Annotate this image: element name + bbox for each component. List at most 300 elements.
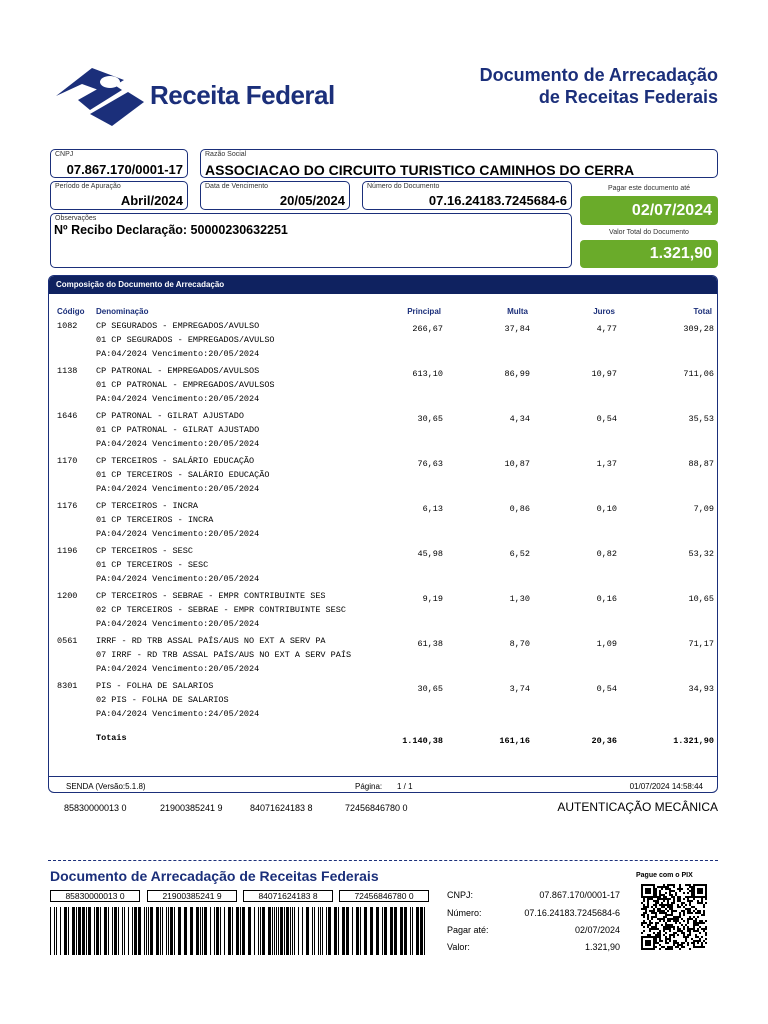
row-detail: 01 CP TERCEIROS - INCRA	[96, 515, 214, 525]
qr-module	[669, 946, 671, 948]
barcode-bar	[160, 907, 161, 955]
barcode-bar	[118, 907, 119, 955]
qr-module	[693, 926, 695, 928]
row-multa: 8,70	[509, 639, 530, 649]
qr-module	[687, 934, 689, 936]
qr-module	[659, 930, 661, 932]
qr-module	[679, 898, 681, 900]
row-detail: 01 CP SEGURADOS - EMPREGADOS/AVULSO	[96, 335, 275, 345]
qr-module	[697, 916, 699, 918]
qr-module	[705, 888, 707, 890]
qr-module	[683, 946, 685, 948]
qr-module	[691, 894, 693, 896]
barcode-bar	[314, 907, 315, 955]
qr-module	[649, 922, 651, 924]
barcode-bar	[384, 907, 387, 955]
qr-module	[685, 884, 687, 886]
qr-module	[667, 946, 669, 948]
stub-cnpj-label: CNPJ:	[447, 890, 474, 900]
row-juros: 0,54	[596, 414, 617, 424]
qr-module	[689, 908, 691, 910]
qr-module	[661, 886, 663, 888]
qr-module	[671, 946, 673, 948]
qr-module	[689, 948, 691, 950]
vencimento-label: Data de Vencimento	[205, 183, 269, 190]
qr-module	[667, 948, 669, 950]
barcode-bar	[416, 907, 419, 955]
numero-label: Número do Documento	[367, 183, 440, 190]
barcode-bar	[404, 907, 407, 955]
barcode-bar	[352, 907, 353, 955]
qr-module	[685, 940, 687, 942]
row-principal: 613,10	[412, 369, 443, 379]
qr-module	[659, 934, 661, 936]
qr-module	[677, 928, 679, 930]
qr-module	[671, 948, 673, 950]
barcode-bar	[278, 907, 279, 955]
qr-module	[663, 934, 665, 936]
qr-module	[663, 918, 665, 920]
row-period: PA:04/2024 Vencimento:20/05/2024	[96, 529, 260, 539]
row-juros: 0,82	[596, 549, 617, 559]
barcode-bar	[254, 907, 255, 955]
qr-module	[659, 890, 661, 892]
qr-module	[703, 930, 705, 932]
qr-module	[669, 892, 671, 894]
qr-module	[655, 890, 657, 892]
qr-module	[681, 902, 683, 904]
qr-module	[641, 902, 643, 904]
qr-module	[655, 946, 657, 948]
qr-module	[695, 936, 697, 938]
barcode-bar	[274, 907, 275, 955]
qr-module	[701, 890, 703, 892]
qr-module	[653, 890, 655, 892]
qr-module	[693, 928, 695, 930]
row-multa: 0,86	[509, 504, 530, 514]
qr-module	[695, 912, 697, 914]
qr-module	[647, 884, 649, 886]
qr-module	[647, 906, 649, 908]
qr-module	[703, 940, 705, 942]
qr-module	[661, 888, 663, 890]
qr-module	[657, 932, 659, 934]
obs-value: Nº Recibo Declaração: 50000230632251	[54, 223, 288, 237]
qr-module	[687, 896, 689, 898]
qr-module	[679, 914, 681, 916]
qr-module	[677, 942, 679, 944]
totals-label: Totais	[96, 733, 127, 743]
qr-module	[693, 886, 695, 888]
qr-module	[665, 938, 667, 940]
qr-module	[685, 924, 687, 926]
barcode-bar	[216, 907, 219, 955]
qr-module	[665, 896, 667, 898]
qr-module	[689, 916, 691, 918]
barcode-bar	[260, 907, 261, 955]
row-code: 1200	[57, 591, 78, 601]
qr-module	[669, 924, 671, 926]
qr-module	[691, 906, 693, 908]
qr-module	[691, 942, 693, 944]
qr-module	[705, 938, 707, 940]
qr-module	[661, 904, 663, 906]
qr-module	[643, 914, 645, 916]
qr-module	[663, 896, 665, 898]
row-detail: 01 CP PATRONAL - GILRAT AJUSTADO	[96, 425, 260, 435]
razao-label: Razão Social	[205, 151, 247, 158]
barcode-bar	[214, 907, 215, 955]
qr-module	[653, 912, 655, 914]
barcode-bar	[202, 907, 203, 955]
qr-module	[693, 922, 695, 924]
barcode	[50, 907, 430, 955]
qr-module	[701, 884, 703, 886]
qr-module	[673, 928, 675, 930]
qr-module	[703, 906, 705, 908]
qr-module	[659, 910, 661, 912]
qr-module	[697, 892, 699, 894]
qr-module	[643, 884, 645, 886]
qr-module	[669, 894, 671, 896]
row-total: 7,09	[693, 504, 714, 514]
qr-module	[677, 896, 679, 898]
qr-module	[693, 924, 695, 926]
qr-module	[697, 890, 699, 892]
barcode-bar	[420, 907, 423, 955]
barcode-bar	[412, 907, 413, 955]
barcode-bar	[146, 907, 147, 955]
numero-field	[362, 181, 572, 210]
qr-module	[643, 898, 645, 900]
barcode-bar	[94, 907, 95, 955]
composition-title: Composição do Documento de Arrecadação	[49, 276, 717, 294]
qr-module	[701, 928, 703, 930]
qr-module	[663, 930, 665, 932]
qr-module	[655, 938, 657, 940]
barcode-bar	[276, 907, 277, 955]
qr-module	[647, 890, 649, 892]
qr-module	[659, 912, 661, 914]
totals-total: 1.321,90	[673, 736, 714, 746]
qr-module	[687, 922, 689, 924]
qr-module	[659, 918, 661, 920]
qr-module	[667, 888, 669, 890]
qr-module	[641, 940, 643, 942]
qr-module	[675, 894, 677, 896]
qr-module	[699, 946, 701, 948]
qr-module	[669, 920, 671, 922]
qr-module	[669, 948, 671, 950]
row-denominacao: CP TERCEIROS - SESC	[96, 546, 193, 556]
qr-module	[679, 886, 681, 888]
qr-module	[701, 900, 703, 902]
qr-module	[671, 904, 673, 906]
qr-module	[687, 918, 689, 920]
col-principal: Principal	[407, 307, 441, 316]
qr-module	[673, 916, 675, 918]
qr-module	[653, 946, 655, 948]
qr-module	[655, 896, 657, 898]
qr-module	[671, 906, 673, 908]
qr-module	[641, 914, 643, 916]
qr-module	[663, 910, 665, 912]
qr-module	[691, 890, 693, 892]
qr-module	[673, 896, 675, 898]
barcode-bar	[272, 907, 273, 955]
qr-module	[683, 892, 685, 894]
qr-module	[675, 922, 677, 924]
qr-module	[699, 922, 701, 924]
qr-module	[667, 904, 669, 906]
qr-module	[685, 938, 687, 940]
row-principal: 30,65	[417, 684, 443, 694]
qr-module	[649, 890, 651, 892]
qr-module	[703, 896, 705, 898]
qr-module	[671, 910, 673, 912]
qr-module	[655, 942, 657, 944]
qr-module	[647, 918, 649, 920]
qr-module	[643, 906, 645, 908]
qr-module	[653, 948, 655, 950]
qr-module	[655, 940, 657, 942]
qr-module	[699, 932, 701, 934]
qr-module	[665, 886, 667, 888]
qr-module	[665, 912, 667, 914]
qr-module	[681, 888, 683, 890]
qr-module	[675, 942, 677, 944]
qr-module	[697, 900, 699, 902]
barcode-bar	[56, 907, 57, 955]
barcode-bar	[190, 907, 193, 955]
qr-module	[677, 898, 679, 900]
qr-module	[705, 902, 707, 904]
qr-module	[683, 902, 685, 904]
qr-module	[645, 896, 647, 898]
qr-module	[701, 946, 703, 948]
barcode-bar	[318, 907, 319, 955]
qr-module	[653, 886, 655, 888]
pagina-label: Página:	[355, 782, 383, 791]
qr-module	[669, 906, 671, 908]
row-denominacao: IRRF - RD TRB ASSAL PAÍS/AUS NO EXT A SERV PA	[96, 636, 326, 646]
barcode-bar	[108, 907, 109, 955]
barcode-bar	[224, 907, 225, 955]
qr-module	[689, 886, 691, 888]
qr-module	[657, 936, 659, 938]
barcode-bar	[342, 907, 345, 955]
qr-module	[647, 926, 649, 928]
qr-module	[653, 904, 655, 906]
stub-code-4: 72456846780 0	[339, 890, 429, 902]
qr-module	[663, 928, 665, 930]
table-row	[49, 501, 718, 545]
cnpj-label: CNPJ	[55, 151, 74, 158]
barcode-bar	[138, 907, 141, 955]
qr-module	[649, 930, 651, 932]
qr-module	[685, 908, 687, 910]
qr-module	[677, 934, 679, 936]
barcode-bar	[78, 907, 81, 955]
row-denominacao: CP TERCEIROS - SALÁRIO EDUCAÇÃO	[96, 456, 255, 466]
barcode-bar	[170, 907, 173, 955]
qr-module	[649, 934, 651, 936]
qr-module	[693, 894, 695, 896]
qr-module	[657, 898, 659, 900]
qr-module	[655, 904, 657, 906]
qr-module	[669, 914, 671, 916]
qr-module	[651, 928, 653, 930]
qr-module	[693, 942, 695, 944]
stub-numero-value: 07.16.24183.7245684-6	[524, 908, 620, 918]
qr-module	[641, 944, 643, 946]
qr-module	[667, 938, 669, 940]
row-juros: 0,10	[596, 504, 617, 514]
qr-module	[651, 910, 653, 912]
barcode-bar	[150, 907, 153, 955]
qr-module	[667, 906, 669, 908]
qr-module	[657, 886, 659, 888]
qr-module	[697, 912, 699, 914]
qr-module	[681, 904, 683, 906]
row-detail: 07 IRRF - RD TRB ASSAL PAÍS/AUS NO EXT A SERV PAÍS	[96, 650, 352, 660]
totals-principal: 1.140,38	[402, 736, 443, 746]
row-principal: 6,13	[422, 504, 443, 514]
qr-module	[699, 912, 701, 914]
qr-module	[701, 936, 703, 938]
qr-module	[683, 920, 685, 922]
row-principal: 76,63	[417, 459, 443, 469]
row-multa: 86,99	[504, 369, 530, 379]
qr-module	[643, 896, 645, 898]
qr-module	[643, 922, 645, 924]
qr-module	[655, 888, 657, 890]
row-code: 1196	[57, 546, 78, 556]
qr-module	[671, 912, 673, 914]
pix-qr-code[interactable]	[641, 884, 707, 950]
barcode-bar	[148, 907, 149, 955]
qr-module	[697, 942, 699, 944]
row-principal: 266,67	[412, 324, 443, 334]
barcode-bar	[174, 907, 175, 955]
footer-code-1: 85830000013 0	[64, 803, 127, 813]
qr-module	[667, 928, 669, 930]
row-total: 88,87	[688, 459, 714, 469]
qr-module	[645, 940, 647, 942]
qr-module	[705, 884, 707, 886]
stub-title: Documento de Arrecadação de Receitas Federais	[50, 868, 379, 884]
qr-module	[693, 916, 695, 918]
pagar-label: Pagar este documento até	[607, 185, 691, 192]
qr-module	[665, 940, 667, 942]
row-denominacao: PIS - FOLHA DE SALARIOS	[96, 681, 214, 691]
qr-module	[643, 930, 645, 932]
barcode-bar	[390, 907, 393, 955]
qr-module	[669, 888, 671, 890]
barcode-bar	[326, 907, 327, 955]
qr-module	[663, 898, 665, 900]
qr-module	[665, 916, 667, 918]
qr-module	[683, 926, 685, 928]
row-multa: 10,87	[504, 459, 530, 469]
pagar-value: 02/07/2024	[580, 196, 718, 225]
qr-module	[671, 924, 673, 926]
qr-module	[699, 892, 701, 894]
qr-module	[695, 896, 697, 898]
qr-module	[679, 906, 681, 908]
qr-module	[655, 906, 657, 908]
qr-module	[655, 928, 657, 930]
qr-module	[703, 884, 705, 886]
row-code: 1138	[57, 366, 78, 376]
qr-module	[689, 902, 691, 904]
qr-module	[657, 900, 659, 902]
qr-module	[679, 944, 681, 946]
row-principal: 45,98	[417, 549, 443, 559]
qr-module	[649, 884, 651, 886]
qr-module	[689, 896, 691, 898]
qr-module	[679, 948, 681, 950]
barcode-bar	[60, 907, 61, 955]
qr-module	[653, 896, 655, 898]
stub-code-3: 84071624183 8	[243, 890, 333, 902]
qr-module	[693, 944, 695, 946]
stub-valor-value: 1.321,90	[584, 942, 620, 952]
row-principal: 61,38	[417, 639, 443, 649]
qr-module	[661, 902, 663, 904]
qr-module	[647, 940, 649, 942]
table-row	[49, 681, 718, 725]
qr-module	[653, 894, 655, 896]
qr-module	[667, 886, 669, 888]
qr-module	[705, 926, 707, 928]
qr-module	[647, 898, 649, 900]
qr-module	[671, 934, 673, 936]
qr-module	[681, 946, 683, 948]
row-code: 1170	[57, 456, 78, 466]
qr-module	[653, 908, 655, 910]
qr-module	[651, 926, 653, 928]
qr-module	[659, 932, 661, 934]
timestamp: 01/07/2024 14:58:44	[629, 782, 703, 791]
qr-module	[701, 920, 703, 922]
row-total: 10,65	[688, 594, 714, 604]
row-juros: 10,97	[591, 369, 617, 379]
qr-module	[643, 904, 645, 906]
qr-module	[677, 888, 679, 890]
qr-module	[645, 936, 647, 938]
qr-module	[641, 946, 643, 948]
qr-module	[681, 942, 683, 944]
qr-module	[647, 888, 649, 890]
barcode-bar	[284, 907, 285, 955]
qr-module	[665, 898, 667, 900]
qr-module	[659, 944, 661, 946]
observacoes-field	[50, 213, 572, 268]
qr-module	[657, 918, 659, 920]
vencimento-value: 20/05/2024	[279, 193, 345, 208]
qr-module	[691, 888, 693, 890]
qr-module	[671, 908, 673, 910]
qr-module	[673, 902, 675, 904]
qr-module	[655, 912, 657, 914]
row-juros: 1,37	[596, 459, 617, 469]
qr-module	[679, 922, 681, 924]
footer-code-4: 72456846780 0	[345, 803, 408, 813]
barcode-bar	[220, 907, 221, 955]
row-period: PA:04/2024 Vencimento:24/05/2024	[96, 709, 260, 719]
qr-module	[653, 888, 655, 890]
